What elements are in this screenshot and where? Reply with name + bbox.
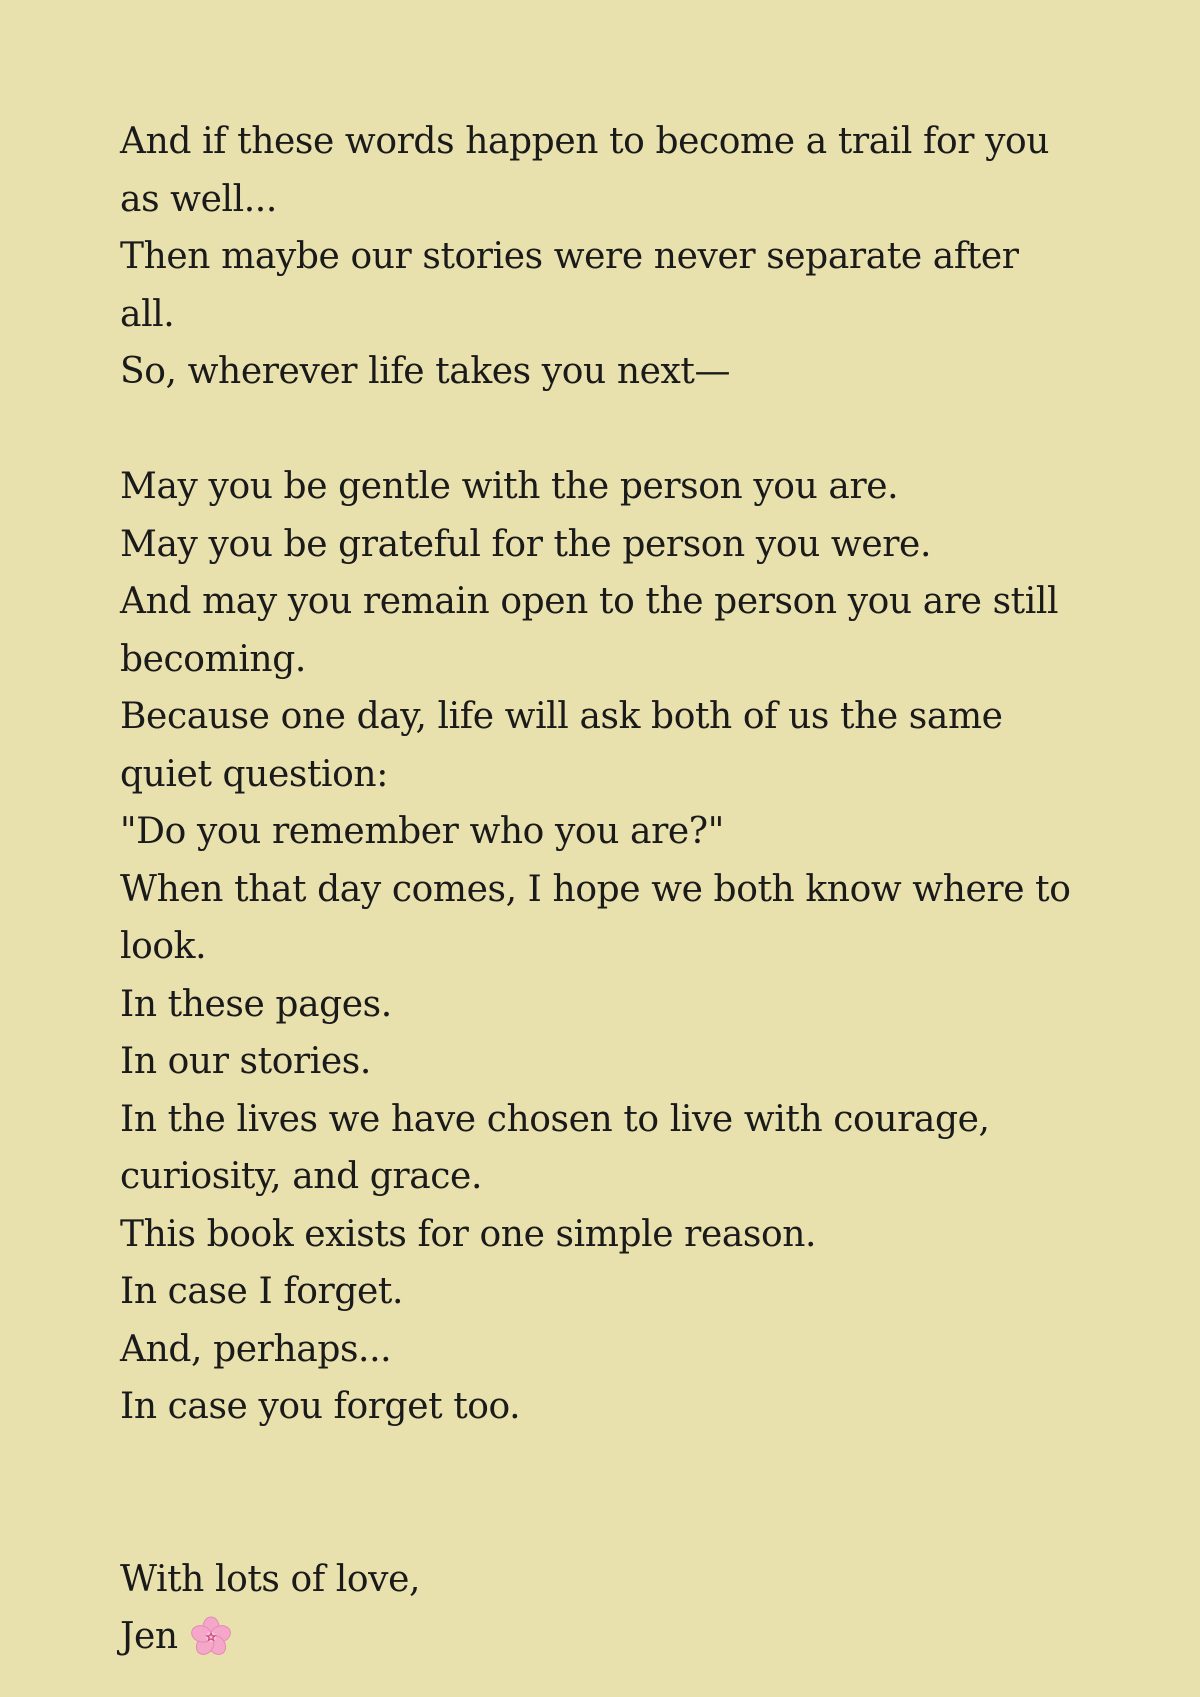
text-line: May you be gentle with the person you are. [120,466,899,507]
letter-page [120,113,1080,1666]
signature-name: Jen [120,1616,178,1657]
paragraph-spacer [120,401,1080,459]
text-line: May you be grateful for the person you were. [120,523,931,565]
text-line: And may you remain open to the person you are still becoming. [120,581,1070,680]
paragraph-2 [120,458,1080,1436]
signature-row [120,1608,1080,1666]
text-line: In the lives we have chosen to live with courage, curiosity, and grace. [120,1098,1001,1197]
text-line: And, perhaps... [120,1328,392,1370]
cherry-blossom-icon [188,1614,234,1660]
text-line: Because one day, life will ask both of us the same quiet question: [120,696,1014,795]
text-line: So, wherever life takes you next— [120,351,731,392]
paragraph-1 [120,113,1080,401]
text-line: "Do you remember who you are?" [120,811,724,852]
signoff [120,1551,1080,1666]
text-line: Then maybe our stories were never separate after all. [120,236,1030,335]
closing-spacer [120,1436,1080,1551]
text-line: In our stories. [120,1041,371,1082]
closing-line: With lots of love, [120,1558,421,1600]
text-line: In these pages. [120,983,392,1025]
text-line: This book exists for one simple reason. [120,1213,817,1255]
text-line: And if these words happen to become a trail for you as well... [120,121,1061,220]
text-line: When that day comes, I hope we both know where to look. [120,868,1082,967]
text-line: In case I forget. [120,1271,404,1312]
text-line: In case you forget too. [120,1386,521,1427]
